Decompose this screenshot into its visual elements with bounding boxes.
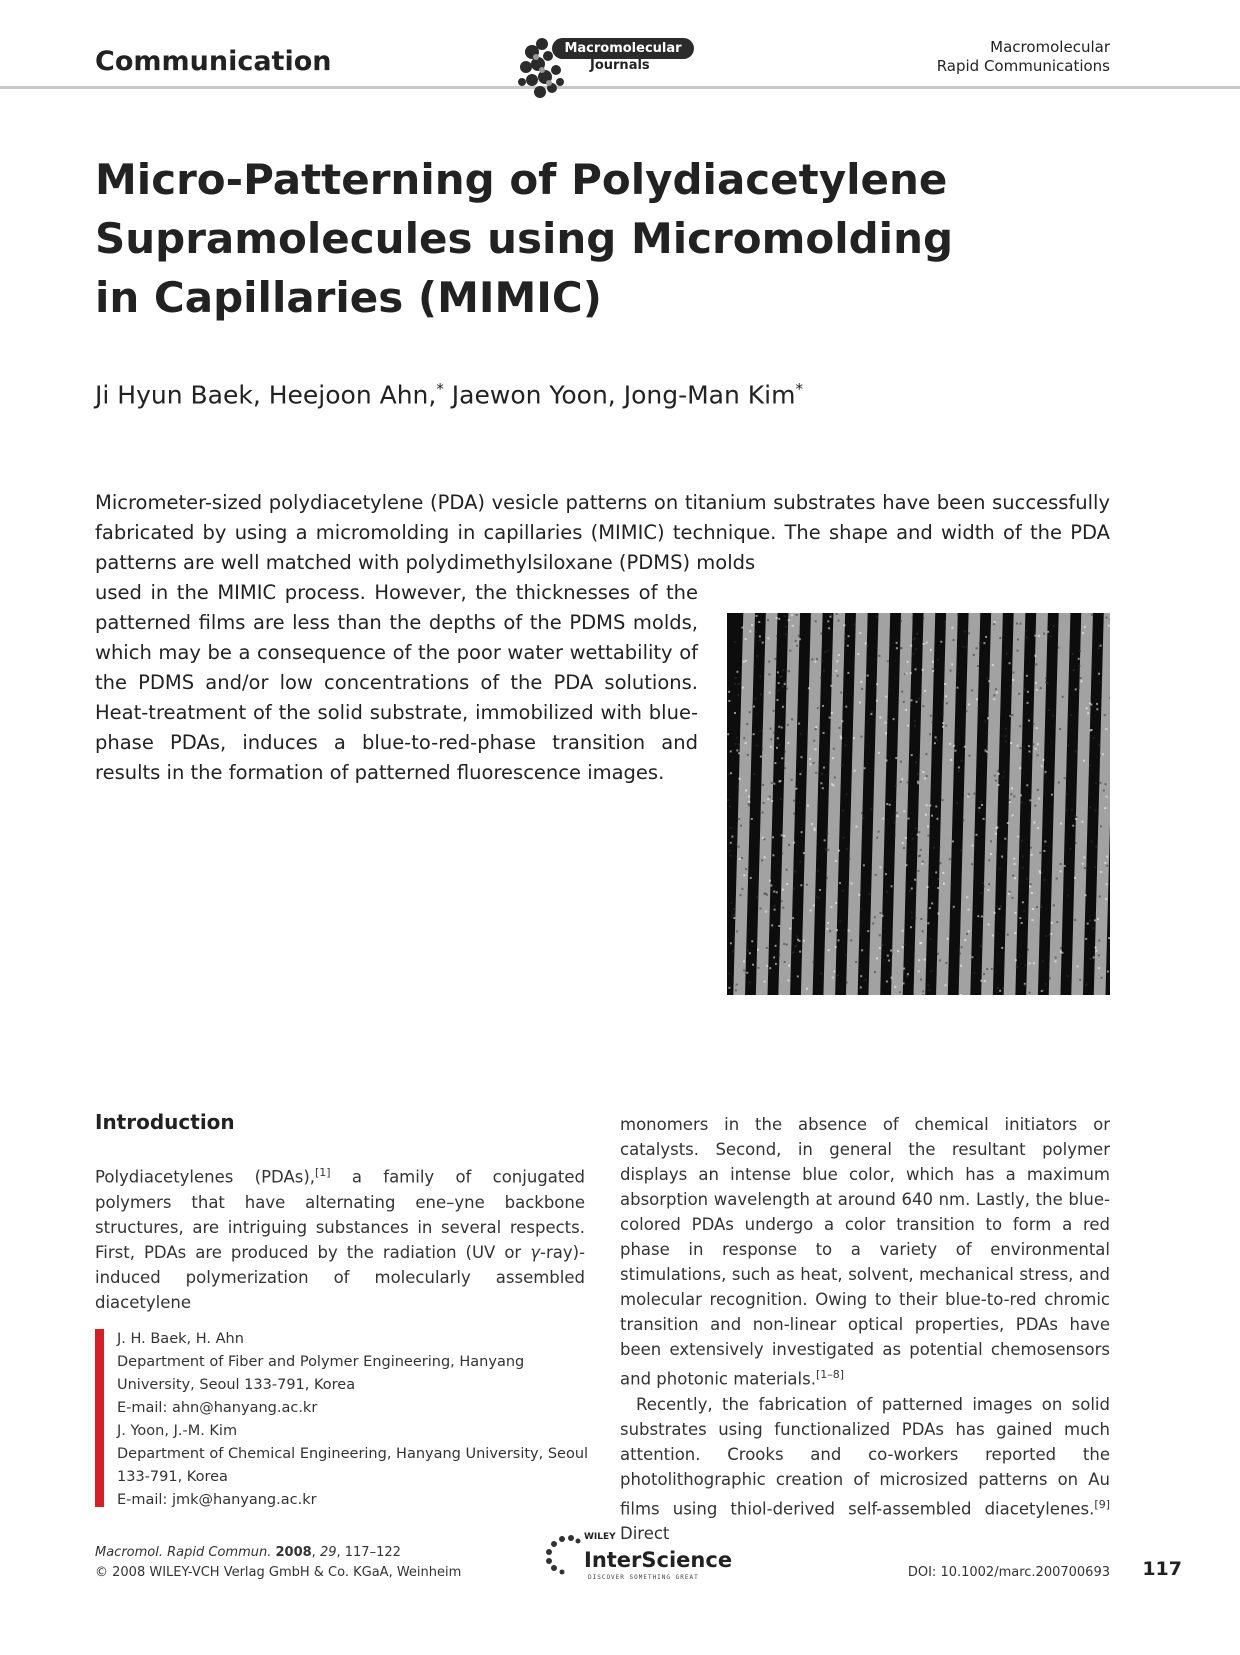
intro-paragraph [95, 1160, 585, 1315]
author-name: Ji Hyun Baek, [95, 380, 269, 410]
citation-ref: [1–8] [815, 1368, 845, 1381]
affiliation-line: Department of Chemical Engineering, Hanyang University, Seoul [117, 1446, 589, 1462]
page-number: 117 [1142, 1558, 1182, 1580]
journal-name-line2: Rapid Communications [936, 57, 1110, 75]
affiliation-line: 133-791, Korea [117, 1469, 228, 1485]
affiliation-line: Department of Fiber and Polymer Engineering, Hanyang [117, 1354, 525, 1370]
text-run: Polydiacetylenes (PDAs), [95, 1167, 316, 1187]
intro-right-column [620, 1112, 1110, 1546]
affiliation-line: J. Yoon, J.-M. Kim [117, 1423, 238, 1439]
abstract-full-width: Micrometer-sized polydiacetylene (PDA) vesicle patterns on titanium substrates have been successfully fabricated by using a micromolding in capillaries (MIMIC) technique. The shape and width of the PDA patterns are well matched with polydimethylsiloxane (PDMS) molds [95, 491, 1110, 574]
intro-paragraph [620, 1392, 1110, 1547]
intro-left-column [95, 1160, 585, 1315]
fluorescence-pattern-image [727, 613, 1110, 995]
journal-abbrev: Macromol. Rapid Commun. [95, 1545, 272, 1560]
citation-line: Macromol. Rapid Commun. 2008, 29, 117–122 [95, 1545, 401, 1560]
citation-ref: [1] [315, 1166, 331, 1179]
text-run: Recently, the fabrication of patterned images on solid substrates using functionalized PDAs has gained much attention. Crooks and co-workers reported the photolithographic creation of microsized patterns on Au films using thiol-derived self-assembled diacetylenes. [620, 1394, 1110, 1518]
text-run: -ray)-induced polymerization of molecularly assembled diacetylene [95, 1242, 585, 1312]
gamma-symbol: γ [530, 1242, 540, 1262]
copyright-line: © 2008 WILEY-VCH Verlag GmbH & Co. KGaA, Weinheim [95, 1565, 462, 1580]
citation-ref: [9] [1094, 1497, 1110, 1511]
interscience-tagline: DISCOVER SOMETHING GREAT [588, 1574, 699, 1581]
affiliation-email: E-mail: ahn@hanyang.ac.kr [117, 1400, 318, 1416]
article-title: Micro-Patterning of Polydiacetylene Supramolecules using Micromolding in Capillaries (MIMIC) [95, 155, 954, 322]
author-name: Jaewon Yoon, [443, 380, 624, 410]
abstract-column: used in the MIMIC process. However, the thicknesses of the patterned films are less than the depths of the PDMS molds, which may be a consequence of the poor water wettability of the PDMS and/or low concentrations of the PDA solutions. Heat-treatment of the solid substrate, immobilized with blue-phase PDAs, induces a blue-to-red-phase transition and results in the formation of patterned fluorescence images. [95, 581, 698, 784]
interscience-label: InterScience [584, 1548, 733, 1572]
text-run: Direct [620, 1524, 670, 1543]
affiliation-block [117, 1328, 597, 1512]
logo-sub-label: Journals [590, 58, 650, 73]
introduction-heading: Introduction [95, 1110, 235, 1134]
text-run: a family of conjugated polymers that have alternating ene–yne backbone structures, are intriguing substances in several respects. First, PDAs are produced by the radiation (UV or [95, 1167, 585, 1262]
logo-pill-label: Macromolecular [552, 38, 694, 59]
corresponding-mark: * [436, 380, 444, 398]
affiliation-line: J. H. Baek, H. Ahn [117, 1331, 244, 1347]
affiliation-email: E-mail: jmk@hanyang.ac.kr [117, 1492, 317, 1508]
author-name: Heejoon Ahn, [268, 380, 437, 410]
text-run: monomers in the absence of chemical initiators or catalysts. Second, in general the resultant polymer displays an intense blue color, which has a maximum absorption wavelength at around 640 nm. Lastly, the blue-colored PDAs undergo a color transition to form a red phase in response to a variety of environmental stimulations, such as heat, solvent, mechanical stress, and molecular recognition. Owing to their blue-to-red chromic transition and non-linear optical properties, PDAs have been extensively investigated as potential chemosensors and photonic materials. [620, 1115, 1110, 1389]
footer-citation [95, 1543, 461, 1583]
author-name: Jong-Man Kim [623, 380, 796, 410]
intro-paragraph [620, 1112, 1110, 1392]
section-label: Communication [95, 46, 332, 77]
journal-name-line1: Macromolecular [990, 38, 1110, 56]
citation-volume: 29 [319, 1545, 337, 1560]
corresponding-mark: * [795, 380, 803, 398]
journal-name [750, 38, 1110, 76]
author-list [95, 380, 803, 409]
citation-pages: 117–122 [344, 1545, 401, 1560]
affiliation-line: University, Seoul 133-791, Korea [117, 1377, 356, 1393]
citation-year: 2008 [275, 1545, 312, 1560]
affiliation-accent-bar [95, 1329, 104, 1507]
doi-text: DOI: 10.1002/marc.200700693 [907, 1565, 1110, 1580]
wiley-label: WILEY [584, 1532, 616, 1542]
